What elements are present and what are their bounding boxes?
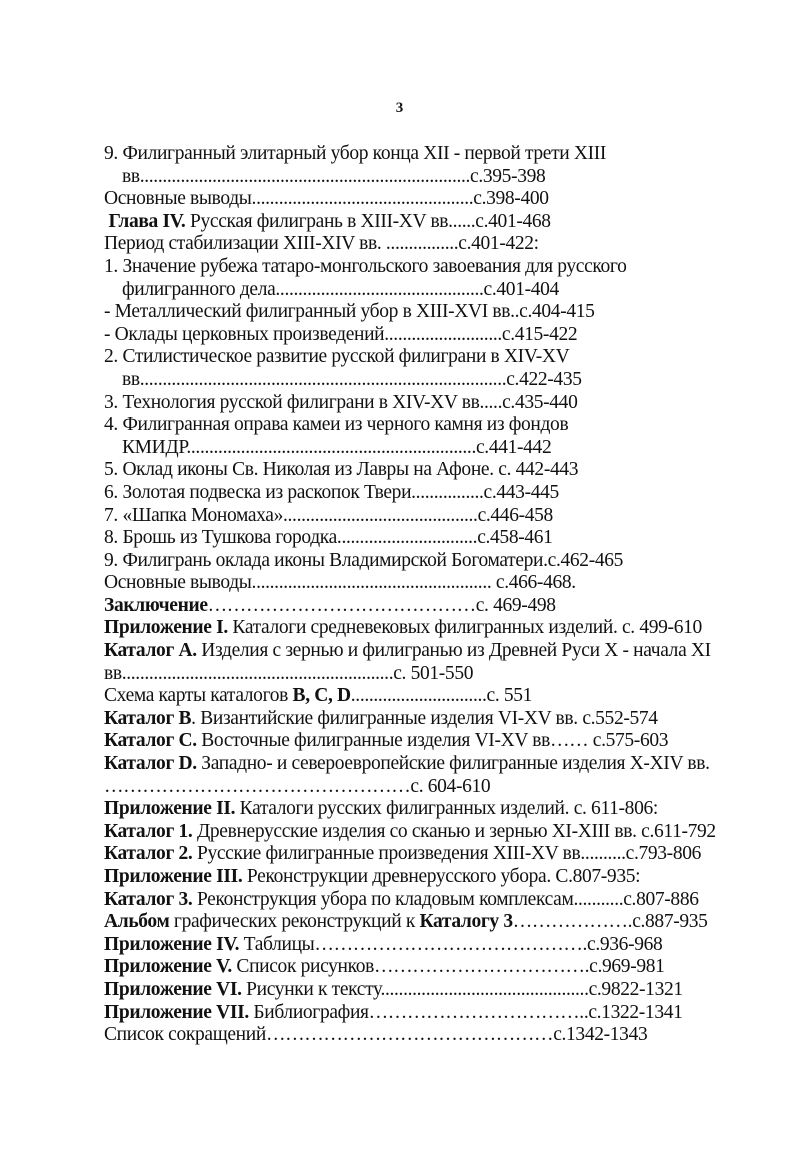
- toc-line-text: вв............................................................с. 501-550: [104, 662, 474, 684]
- toc-line-bold-text: Каталог B: [104, 707, 192, 729]
- toc-line-text: Список рисунков…………………………….с.969-981: [231, 956, 665, 978]
- toc-line-text: Таблицы…………………………………….с.936-968: [239, 933, 663, 955]
- toc-line: [104, 685, 764, 708]
- toc-line-text: Каталоги русских филигранных изделий. с. 611-806:: [235, 798, 658, 820]
- toc-line-text: 8. Брошь из Тушкова городка...............................с.458-461: [104, 527, 553, 549]
- toc-line: [104, 730, 764, 753]
- toc-line-text: - Металлический филигранный убор в XIII-XVI вв..с.404-415: [104, 301, 595, 323]
- toc-line: [104, 617, 764, 640]
- toc-line: [104, 866, 764, 889]
- toc-line: [104, 527, 764, 550]
- toc-line-text: 5. Оклад иконы Св. Николая из Лавры на Афоне. с. 442-443: [104, 459, 579, 481]
- toc-line: [104, 1002, 764, 1025]
- toc-line-text: . Византийские филигранные изделия VI-XV вв. с.552-574: [191, 707, 658, 729]
- toc-line: [104, 482, 764, 505]
- toc-line-text: КМИДР................................................................с.441-442: [122, 436, 552, 458]
- toc-line-bold-text: Альбом: [104, 911, 170, 933]
- toc-line-bold-text: Каталог 1.: [104, 820, 193, 842]
- toc-line: [104, 595, 764, 618]
- toc-line-bold-text: Глава IV.: [104, 210, 186, 232]
- page-number: 3: [395, 100, 404, 116]
- toc-line: [104, 505, 764, 528]
- toc-line-text: 6. Золотая подвеска из раскопок Твери................с.443-445: [104, 481, 559, 503]
- toc-line-text: ……………….с.887-935: [512, 911, 708, 933]
- toc-line-text: Реконструкции древнерусского убора. С.807-935:: [242, 866, 641, 887]
- toc-line: [104, 279, 764, 302]
- toc-line-text: Список сокращений………………………………………с.1342-1343: [104, 1024, 648, 1046]
- toc-line-text: Русская филигрань в XIII-XV вв......с.401-468: [185, 210, 551, 232]
- toc-line-text: Основные выводы.................................................с.398-400: [104, 188, 549, 210]
- toc-line-bold-text: Приложение IV.: [104, 933, 240, 955]
- toc-line: [104, 798, 764, 821]
- toc-line: [104, 708, 764, 731]
- toc-line-bold-text: Заключение: [104, 594, 208, 616]
- toc-line-bold-text: Каталог А.: [104, 640, 197, 662]
- toc-line-text: 7. «Шапка Мономаха»...........................................с.446-458: [104, 504, 553, 526]
- toc-line-text: Рисунки к тексту..............................................с.9822-1321: [241, 978, 683, 1000]
- toc-line-text: вв.........................................................................с.395-398: [122, 165, 546, 187]
- toc-line-text: ..............................с. 551: [350, 685, 533, 707]
- toc-line: [104, 1024, 764, 1047]
- toc-line: [104, 572, 764, 595]
- toc-line-text: вв.................................................................................с.422-435: [122, 368, 582, 390]
- toc-line: [104, 911, 764, 934]
- toc-line-text: Схема карты каталогов: [104, 685, 293, 707]
- toc-line: [104, 437, 764, 460]
- toc-line-text: 3. Технология русской филиграни в XIV-XV вв.....с.435-440: [104, 391, 578, 413]
- toc-line-text: Основные выводы..................................................... с.466-468.: [104, 572, 576, 594]
- toc-line-bold-text: Каталог 3.: [104, 888, 193, 910]
- toc-line: [104, 934, 764, 957]
- toc-line-bold-text: Каталогу 3: [419, 911, 513, 933]
- toc-line-text: Изделия с зернью и филигранью из Древней Руси X - начала XI: [196, 640, 711, 662]
- toc-line-text: Реконструкция убора по кладовым комплексам...........с.807-886: [192, 888, 699, 910]
- toc-line: [104, 776, 764, 799]
- toc-line-text: 1. Значение рубежа татаро-монгольского завоевания для русского: [104, 255, 627, 277]
- toc-line-bold-text: Приложение VII.: [104, 1001, 249, 1023]
- toc-line: [104, 956, 764, 979]
- toc-line-text: Библиография……………………………..с.1322-1341: [248, 1001, 683, 1023]
- toc-line: [104, 166, 764, 189]
- toc-line: [104, 211, 764, 234]
- toc-line: [104, 821, 764, 844]
- toc-line: [104, 346, 764, 369]
- table-of-contents: [104, 143, 764, 1047]
- toc-line: [104, 392, 764, 415]
- toc-line: [104, 753, 764, 776]
- toc-line: [104, 301, 764, 324]
- toc-line: [104, 640, 764, 663]
- toc-line-text: Западно- и североевропейские филигранные изделия X-XIV вв.: [196, 753, 710, 775]
- toc-line-bold-text: Приложение I.: [104, 617, 228, 639]
- toc-line-text: Древнерусские изделия со сканью и зернью XI-XIII вв. с.611-792: [192, 820, 716, 842]
- toc-line: [104, 843, 764, 866]
- toc-line: [104, 369, 764, 392]
- toc-line: [104, 663, 764, 686]
- toc-line-bold-text: Приложение II.: [104, 798, 236, 820]
- toc-line-bold-text: Каталог D.: [104, 753, 197, 775]
- toc-line-text: 4. Филигранная оправа камеи из черного камня из фондов: [104, 414, 569, 436]
- toc-line-text: ……………………………………с. 469-498: [207, 594, 556, 616]
- toc-line: [104, 414, 764, 437]
- toc-line-text: 9. Филигранный элитарный убор конца XII - первой трети XIII: [104, 143, 607, 164]
- toc-line-bold-text: Приложение VI.: [104, 978, 242, 1000]
- toc-line-bold-text: Приложение III.: [104, 866, 243, 887]
- toc-line-text: графических реконструкций к: [169, 911, 420, 933]
- toc-line-text: - Оклады церковных произведений..........................с.415-422: [104, 323, 578, 345]
- toc-line-text: Восточные филигранные изделия VI-XV вв…… с.575-603: [196, 730, 669, 752]
- toc-line-text: 2. Стилистическое развитие русской филиграни в XIV-XV: [104, 346, 570, 368]
- toc-line-text: Период стабилизации XIII-XIV вв. ................с.401-422:: [104, 233, 539, 255]
- toc-line: [104, 459, 764, 482]
- toc-line: [104, 233, 764, 256]
- toc-line: [104, 256, 764, 279]
- toc-line: [104, 143, 764, 166]
- toc-line-bold-text: Каталог 2.: [104, 843, 193, 865]
- toc-line-text: 9. Филигрань оклада иконы Владимирской Богоматери.с.462-465: [104, 549, 624, 571]
- toc-line-text: Каталоги средневековых филигранных изделий. с. 499-610: [227, 617, 702, 639]
- toc-line-text: …………………………………………с. 604-610: [104, 775, 491, 797]
- toc-line: [104, 979, 764, 1002]
- toc-line-text: филигранного дела..............................................с.401-404: [122, 278, 559, 300]
- toc-line-bold-text: B, C, D: [292, 685, 351, 707]
- toc-line: [104, 324, 764, 347]
- toc-line: [104, 188, 764, 211]
- toc-line-bold-text: Каталог C.: [104, 730, 197, 752]
- toc-line-text: Русские филигранные произведения XIII-XV вв..........с.793-806: [192, 843, 702, 865]
- toc-line-bold-text: Приложение V.: [104, 956, 232, 978]
- toc-line: [104, 550, 764, 573]
- toc-line: [104, 889, 764, 912]
